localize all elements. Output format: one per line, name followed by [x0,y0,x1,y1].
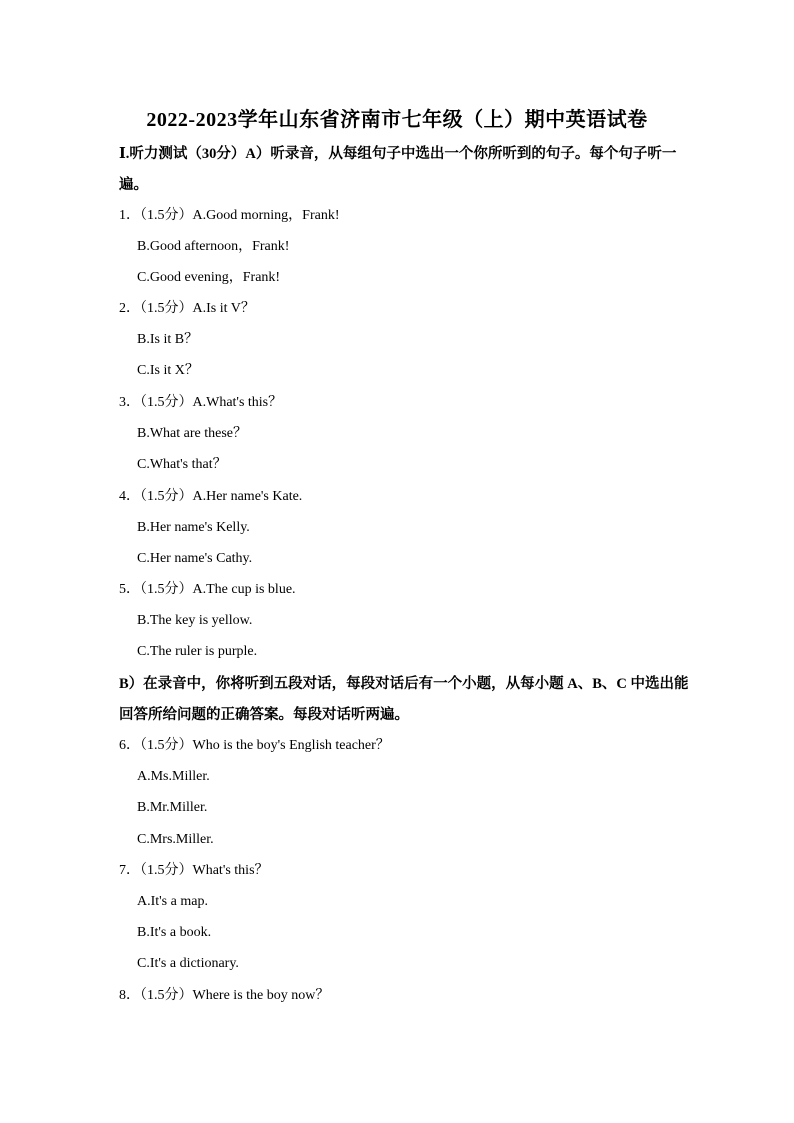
section-a-heading-line1: Ⅰ.听力测试（30分）A）听录音，从每组句子中选出一个你所听到的句子。每个句子听一 [119,146,677,162]
question-3-stem: 3．（1.5分）A.What's this？ [119,395,283,410]
page-title: 2022-2023学年山东省济南市七年级（上）期中英语试卷 [146,109,648,131]
question-7-stem: 7．（1.5分）What's this？ [119,863,269,878]
question-7-option-c: C.It's a dictionary. [137,956,239,971]
question-2-option-b: B.Is it B？ [137,332,199,347]
question-5-option-c: C.The ruler is purple. [137,644,258,659]
section-b-heading-line2: 回答所给问题的正确答案。每段对话听两遍。 [119,707,409,723]
question-4-option-c: C.Her name's Cathy. [137,551,253,566]
question-7-option-b: B.It's a book. [137,925,212,940]
question-6-option-b: B.Mr.Miller. [137,800,208,815]
question-1-stem: 1．（1.5分）A.Good morning，Frank! [119,208,340,223]
question-5-stem: 5．（1.5分）A.The cup is blue. [119,582,296,597]
question-6-stem: 6．（1.5分）Who is the boy's English teacher？ [119,738,390,753]
question-7-option-a: A.It's a map. [137,894,208,909]
question-3-option-b: B.What are these？ [137,426,248,441]
question-5-option-b: B.The key is yellow. [137,613,253,628]
question-3-option-c: C.What's that？ [137,457,227,472]
question-8-stem: 8．（1.5分）Where is the boy now？ [119,988,330,1003]
question-2-stem: 2．（1.5分）A.Is it V？ [119,301,255,316]
question-4-stem: 4．（1.5分）A.Her name's Kate. [119,489,303,504]
question-2-option-c: C.Is it X？ [137,363,199,378]
section-a-heading-line2: 遍。 [119,177,148,193]
section-b-heading-line1: B）在录音中，你将听到五段对话，每段对话后有一个小题，从每小题 A、B、C 中选出能 [119,676,689,692]
question-4-option-b: B.Her name's Kelly. [137,520,250,535]
question-6-option-a: A.Ms.Miller. [137,769,210,784]
question-6-option-c: C.Mrs.Miller. [137,832,214,847]
question-1-option-b: B.Good afternoon，Frank! [137,239,290,254]
question-1-option-c: C.Good evening，Frank! [137,270,281,285]
